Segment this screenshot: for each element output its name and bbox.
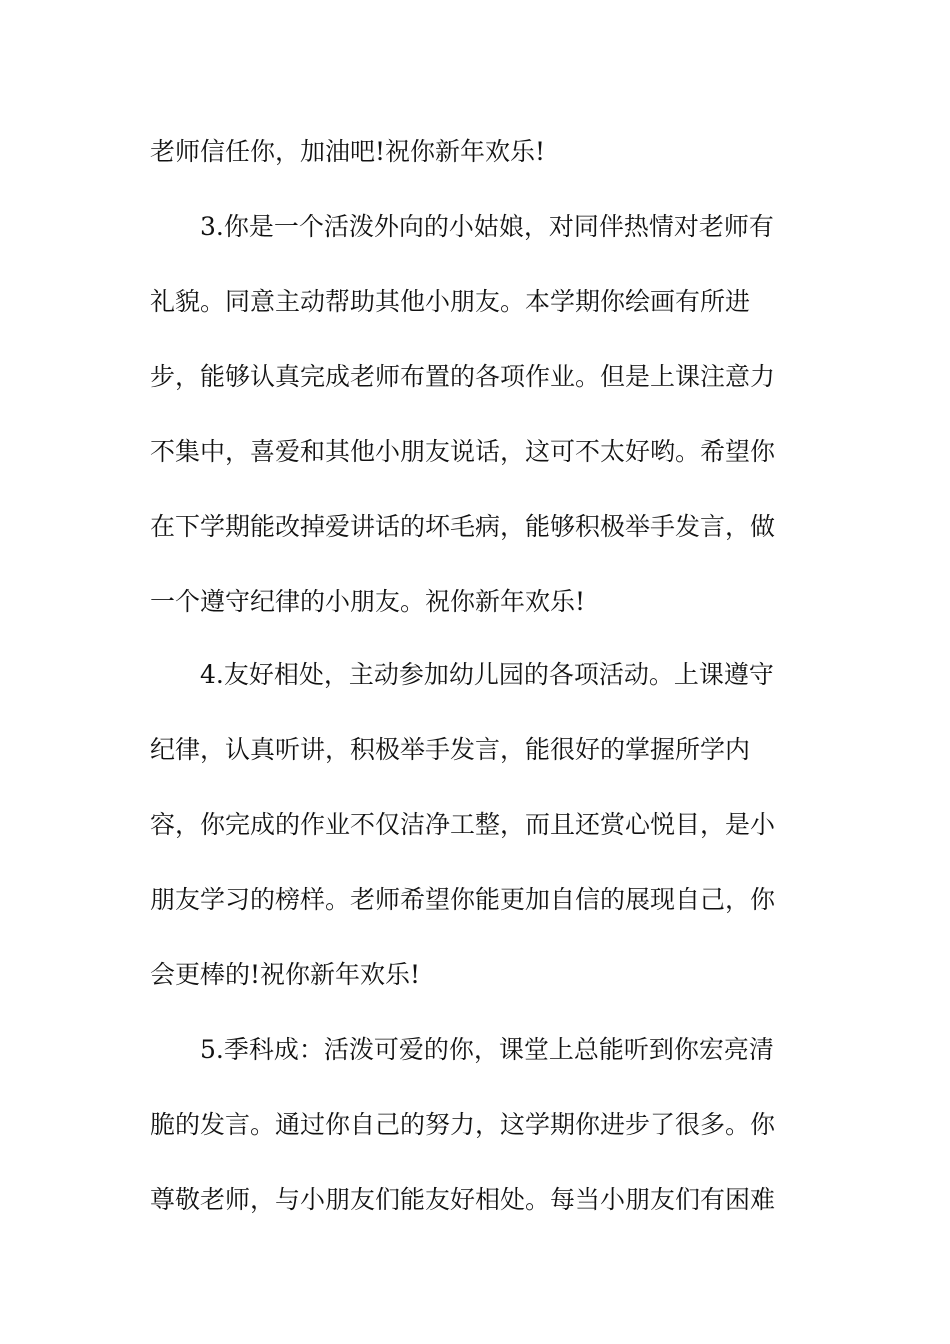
paragraph-5-line-2: 脆的发言。通过你自己的努力，这学期你进步了很多。你 <box>150 1110 776 1139</box>
paragraph-4-line-4: 朋友学习的榜样。老师希望你能更加自信的展现自己，你 <box>150 885 776 914</box>
paragraph-3-line-5: 在下学期能改掉爱讲话的坏毛病，能够积极举手发言，做 <box>150 512 776 541</box>
paragraph-3-line-6: 一个遵守纪律的小朋友。祝你新年欢乐! <box>150 587 586 616</box>
paragraph-4-line-1: 4.友好相处，主动参加幼儿园的各项活动。上课遵守 <box>200 660 774 689</box>
paragraph-4-line-5: 会更棒的!祝你新年欢乐! <box>150 960 421 989</box>
paragraph-3-line-1: 3.你是一个活泼外向的小姑娘，对同伴热情对老师有 <box>200 212 774 241</box>
paragraph-5-line-3: 尊敬老师，与小朋友们能友好相处。每当小朋友们有困难 <box>150 1185 776 1214</box>
paragraph-3-line-4: 不集中，喜爱和其他小朋友说话，这可不太好哟。希望你 <box>150 437 776 466</box>
paragraph-4-line-3: 容，你完成的作业不仅洁净工整，而且还赏心悦目，是小 <box>150 810 776 839</box>
paragraph-4-line-2: 纪律，认真听讲，积极举手发言，能很好的掌握所学内 <box>150 735 751 764</box>
paragraph-3-line-2: 礼貌。同意主动帮助其他小朋友。本学期你绘画有所进 <box>150 287 751 316</box>
paragraph-3-line-3: 步，能够认真完成老师布置的各项作业。但是上课注意力 <box>150 362 776 391</box>
text-line-1: 老师信任你，加油吧!祝你新年欢乐! <box>150 137 546 166</box>
paragraph-5-line-1: 5.季科成：活泼可爱的你，课堂上总能听到你宏亮清 <box>200 1035 774 1064</box>
